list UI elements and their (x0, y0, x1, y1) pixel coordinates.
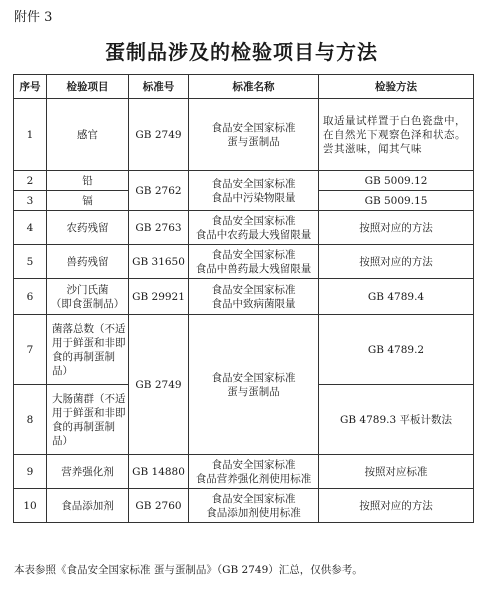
row-standard-no: GB 14880 (129, 455, 189, 489)
row-standard-no: GB 31650 (129, 245, 189, 279)
row-item: 感官 (47, 99, 129, 171)
inspection-table (13, 74, 474, 523)
table-row (14, 279, 474, 315)
standard-name-line1: 食品安全国家标准 (211, 492, 296, 505)
attachment-label: 附件 3 (14, 10, 53, 25)
row-item (47, 279, 129, 315)
row-standard-name (189, 171, 319, 211)
standard-name-line2: 蛋与蛋制品 (227, 135, 280, 148)
row-no: 5 (14, 245, 47, 279)
item-line2: （即食蛋制品） (50, 297, 125, 310)
standard-name-line2: 食品添加剂使用标准 (206, 506, 301, 519)
row-item: 农药残留 (47, 211, 129, 245)
header-standard-name: 标准名称 (189, 75, 319, 99)
table-row (14, 489, 474, 523)
row-item: 食品添加剂 (47, 489, 129, 523)
row-standard-name (189, 279, 319, 315)
table-row (14, 99, 474, 171)
standard-name-line1: 食品安全国家标准 (211, 283, 296, 296)
row-no: 10 (14, 489, 47, 523)
item-line1: 沙门氏菌 (66, 283, 109, 296)
row-method: GB 4789.3 平板计数法 (319, 385, 474, 455)
header-no: 序号 (14, 75, 47, 99)
table-header-row (14, 75, 474, 99)
row-method: GB 5009.15 (319, 191, 474, 211)
standard-name-line1: 食品安全国家标准 (211, 177, 296, 190)
table-row (14, 245, 474, 279)
row-standard-no: GB 2749 (129, 315, 189, 455)
row-no: 4 (14, 211, 47, 245)
standard-name-line1: 食品安全国家标准 (211, 214, 296, 227)
row-item: 大肠菌群（不适用于鲜蛋和非即食的再制蛋制品） (47, 385, 129, 455)
row-item: 铅 (47, 171, 129, 191)
row-method: GB 4789.4 (319, 279, 474, 315)
standard-name-line1: 食品安全国家标准 (211, 371, 296, 384)
standard-name-line2: 食品中农药最大残留限量 (195, 228, 312, 241)
row-method: 按照对应标准 (319, 455, 474, 489)
standard-name-line1: 食品安全国家标准 (211, 121, 296, 134)
standard-name-line1: 食品安全国家标准 (211, 458, 296, 471)
row-method: GB 5009.12 (319, 171, 474, 191)
row-method: 按照对应的方法 (319, 245, 474, 279)
row-method: 取适量试样置于白色瓷盘中，在自然光下观察色泽和状态。尝其滋味，闻其气味 (319, 99, 474, 171)
row-no: 1 (14, 99, 47, 171)
row-standard-name (189, 245, 319, 279)
row-standard-no: GB 2762 (129, 171, 189, 211)
standard-name-line2: 食品中污染物限量 (211, 191, 296, 204)
row-item: 镉 (47, 191, 129, 211)
table-row (14, 455, 474, 489)
row-standard-name (189, 99, 319, 171)
row-standard-name (189, 211, 319, 245)
standard-name-line1: 食品安全国家标准 (211, 248, 296, 261)
row-item: 兽药残留 (47, 245, 129, 279)
row-no: 2 (14, 171, 47, 191)
row-standard-no: GB 2749 (129, 99, 189, 171)
row-standard-name (189, 315, 319, 455)
row-no: 6 (14, 279, 47, 315)
row-standard-no: GB 2763 (129, 211, 189, 245)
row-no: 7 (14, 315, 47, 385)
table-row (14, 315, 474, 385)
row-standard-no: GB 2760 (129, 489, 189, 523)
row-no: 9 (14, 455, 47, 489)
row-standard-name (189, 489, 319, 523)
row-no: 3 (14, 191, 47, 211)
standard-name-line2: 食品中兽药最大残留限量 (195, 262, 312, 275)
header-method: 检验方法 (319, 75, 474, 99)
standard-name-line2: 食品营养强化剂使用标准 (195, 472, 312, 485)
row-standard-name (189, 455, 319, 489)
row-method: 按照对应的方法 (319, 489, 474, 523)
row-standard-no: GB 29921 (129, 279, 189, 315)
standard-name-line2: 蛋与蛋制品 (227, 385, 280, 398)
standard-name-line2: 食品中致病菌限量 (211, 297, 296, 310)
row-item: 营养强化剂 (47, 455, 129, 489)
header-item: 检验项目 (47, 75, 129, 99)
row-item: 菌落总数（不适用于鲜蛋和非即食的再制蛋制品） (47, 315, 129, 385)
table-row (14, 171, 474, 191)
row-no: 8 (14, 385, 47, 455)
row-method: GB 4789.2 (319, 315, 474, 385)
row-method: 按照对应的方法 (319, 211, 474, 245)
page-title: 蛋制品涉及的检验项目与方法 (105, 40, 378, 64)
header-standard-no: 标准号 (129, 75, 189, 99)
footnote: 本表参照《食品安全国家标准 蛋与蛋制品》（GB 2749）汇总，仅供参考。 (14, 564, 363, 576)
table-row (14, 211, 474, 245)
